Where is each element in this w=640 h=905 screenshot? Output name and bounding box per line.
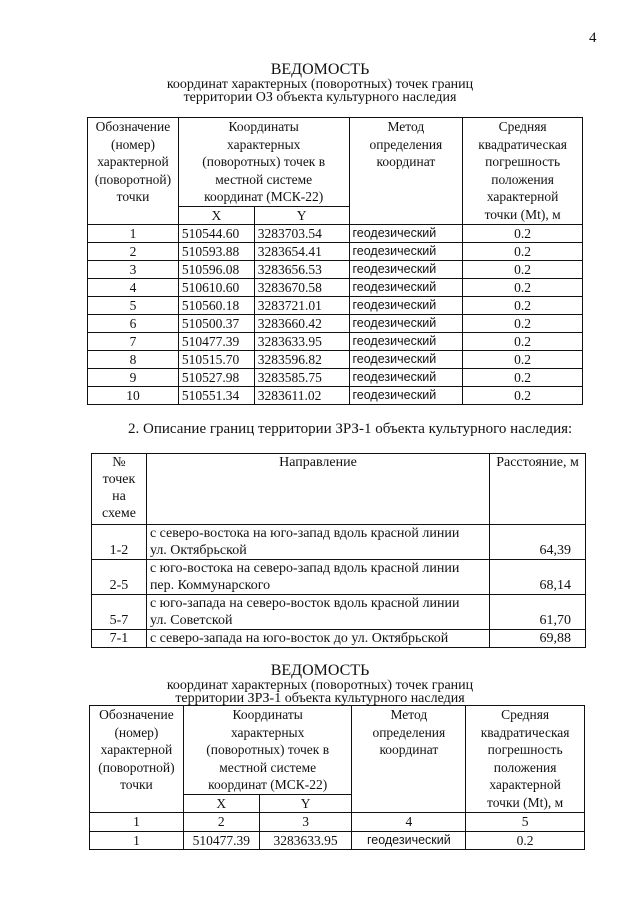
segment-points: 2-5 — [92, 560, 147, 595]
point-number: 2 — [88, 243, 179, 261]
header-y: Y — [254, 206, 349, 225]
header-y: Y — [259, 794, 352, 813]
coord-x: 510477.39 — [178, 333, 254, 351]
table-row — [88, 297, 583, 315]
header-direction: Направление — [146, 454, 489, 525]
coord-y: 3283703.54 — [254, 225, 349, 243]
coord-x: 510477.39 — [183, 831, 259, 850]
header-designation: Обозначение (номер) характерной (поворотной) точки — [90, 706, 184, 813]
table-row — [92, 525, 586, 560]
method: геодезический — [349, 297, 463, 315]
segment-points: 7-1 — [92, 630, 147, 648]
header-method: Метод определения координат — [349, 118, 463, 225]
segment-distance: 68,14 — [490, 560, 586, 595]
point-number: 10 — [88, 387, 179, 405]
oz-coordinates-body — [88, 225, 583, 405]
coord-y: 3283656.53 — [254, 261, 349, 279]
ozo-statement-title — [0, 62, 640, 104]
mean-error: 0.2 — [463, 333, 583, 351]
table-row — [88, 315, 583, 333]
coord-x: 510515.70 — [178, 351, 254, 369]
coord-x: 510560.18 — [178, 297, 254, 315]
table-row — [88, 243, 583, 261]
coord-x: 510500.37 — [178, 315, 254, 333]
segment-distance: 61,70 — [490, 595, 586, 630]
coord-y: 3283611.02 — [254, 387, 349, 405]
table-row — [88, 225, 583, 243]
column-number: 2 — [183, 813, 259, 832]
coord-y: 3283633.95 — [254, 333, 349, 351]
mean-error: 0.2 — [463, 279, 583, 297]
zrz-boundary-description-body — [92, 525, 586, 648]
point-number: 1 — [90, 831, 184, 850]
section-2-heading: 2. Описание границ территории ЗРЗ-1 объекта культурного наследия: — [128, 421, 573, 437]
coord-y: 3283721.01 — [254, 297, 349, 315]
statement-subtitle-1: координат характерных (поворотных) точек границ — [166, 678, 474, 693]
table-row — [92, 630, 586, 648]
coord-y: 3283633.95 — [259, 831, 352, 850]
mean-error: 0.2 — [463, 369, 583, 387]
method: геодезический — [349, 387, 463, 405]
method: геодезический — [349, 369, 463, 387]
header-error: Средняя квадратическая погрешность положения характерной точки (Mt), м — [463, 118, 583, 225]
page-number: 4 — [589, 30, 597, 46]
mean-error: 0.2 — [463, 387, 583, 405]
coord-x: 510610.60 — [178, 279, 254, 297]
segment-direction: с северо-запада на юго-восток до ул. Октябрьской — [146, 630, 489, 648]
mean-error: 0.2 — [463, 261, 583, 279]
point-number: 5 — [88, 297, 179, 315]
point-number: 8 — [88, 351, 179, 369]
mean-error: 0.2 — [463, 243, 583, 261]
point-number: 1 — [88, 225, 179, 243]
header-points: № точек на схеме — [92, 454, 147, 525]
point-number: 4 — [88, 279, 179, 297]
point-number: 6 — [88, 315, 179, 333]
method: геодезический — [349, 243, 463, 261]
table-row — [88, 369, 583, 387]
header-designation: Обозначение (номер) характерной (поворотной) точки — [88, 118, 179, 225]
mean-error: 0.2 — [463, 315, 583, 333]
segment-points: 1-2 — [92, 525, 147, 560]
coord-y: 3283660.42 — [254, 315, 349, 333]
segment-direction: с юго-востока на северо-запад вдоль красной линии пер. Коммунарского — [146, 560, 489, 595]
header-coordinates: Координаты характерных (поворотных) точек в местной системе координат (МСК-22) — [178, 118, 349, 207]
zrz-boundary-description-table — [91, 453, 586, 648]
coord-x: 510544.60 — [178, 225, 254, 243]
point-number: 9 — [88, 369, 179, 387]
method: геодезический — [352, 831, 466, 850]
zrz-statement-title — [0, 663, 640, 705]
coord-x: 510527.98 — [178, 369, 254, 387]
segment-direction: с юго-запада на северо-восток вдоль красной линии ул. Советской — [146, 595, 489, 630]
method: геодезический — [349, 333, 463, 351]
segment-distance: 64,39 — [490, 525, 586, 560]
header-error: Средняя квадратическая погрешность положения характерной точки (Mt), м — [466, 706, 585, 813]
table-row — [88, 351, 583, 369]
coord-y: 3283654.41 — [254, 243, 349, 261]
method: геодезический — [349, 261, 463, 279]
method: геодезический — [349, 351, 463, 369]
statement-subtitle-1: координат характерных (поворотных) точек границ — [166, 77, 474, 92]
mean-error: 0.2 — [463, 351, 583, 369]
statement-title: ВЕДОМОСТЬ — [270, 662, 370, 679]
method: геодезический — [349, 315, 463, 333]
header-x: X — [178, 206, 254, 225]
table-row — [90, 831, 585, 850]
header-x: X — [183, 794, 259, 813]
coord-x: 510551.34 — [178, 387, 254, 405]
segment-points: 5-7 — [92, 595, 147, 630]
statement-subtitle-2: территории ОЗ объекта культурного наследия — [183, 90, 457, 105]
zrz-coordinates-body — [90, 831, 585, 850]
column-number: 5 — [466, 813, 585, 832]
segment-direction: с северо-востока на юго-запад вдоль красной линии ул. Октябрьской — [146, 525, 489, 560]
coord-y: 3283596.82 — [254, 351, 349, 369]
table-row — [88, 387, 583, 405]
method: геодезический — [349, 225, 463, 243]
statement-title: ВЕДОМОСТЬ — [270, 61, 370, 78]
header-method: Метод определения координат — [352, 706, 466, 813]
coord-x: 510596.08 — [178, 261, 254, 279]
header-coordinates: Координаты характерных (поворотных) точек в местной системе координат (МСК-22) — [183, 706, 352, 795]
column-number: 3 — [259, 813, 352, 832]
method: геодезический — [349, 279, 463, 297]
table-row — [88, 333, 583, 351]
statement-subtitle-2: территории ЗРЗ-1 объекта культурного наследия — [175, 691, 465, 706]
table-row — [88, 261, 583, 279]
header-distance: Расстояние, м — [490, 454, 586, 525]
mean-error: 0.2 — [463, 225, 583, 243]
table-row — [92, 595, 586, 630]
segment-distance: 69,88 — [490, 630, 586, 648]
column-number: 1 — [90, 813, 184, 832]
column-number: 4 — [352, 813, 466, 832]
mean-error: 0.2 — [463, 297, 583, 315]
table-row — [88, 279, 583, 297]
coord-y: 3283670.58 — [254, 279, 349, 297]
column-numbers-row — [90, 813, 585, 832]
point-number: 3 — [88, 261, 179, 279]
coord-y: 3283585.75 — [254, 369, 349, 387]
table-row — [92, 560, 586, 595]
coord-x: 510593.88 — [178, 243, 254, 261]
oz-coordinates-table — [87, 117, 583, 405]
mean-error: 0.2 — [466, 831, 585, 850]
point-number: 7 — [88, 333, 179, 351]
zrz-coordinates-table — [89, 705, 585, 850]
